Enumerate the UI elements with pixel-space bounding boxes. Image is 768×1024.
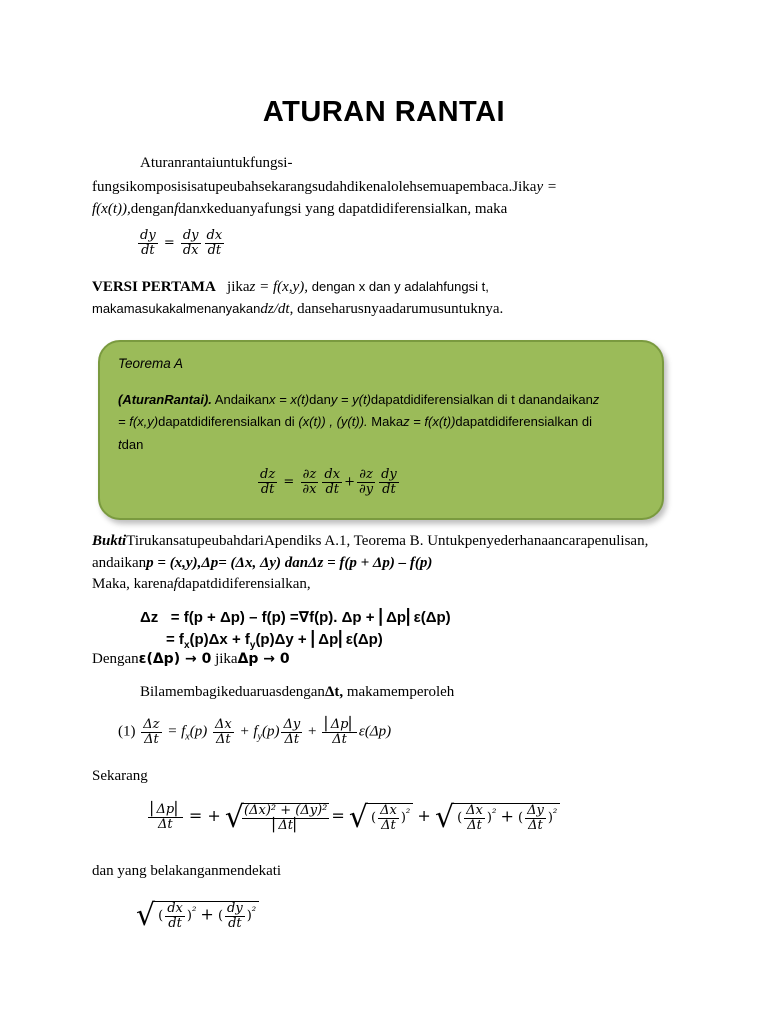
eq1-dt: Δt bbox=[144, 731, 159, 747]
intro-line-1: Aturanrantaiuntukfungsi- bbox=[140, 155, 293, 171]
delta-row2-c: (p)Δy + ⎜Δp⎜ε(Δp) bbox=[255, 631, 383, 648]
eq1-sub-x: x bbox=[185, 731, 190, 743]
theorem-t: t bbox=[118, 437, 122, 452]
eq2-dt: Δt bbox=[158, 817, 173, 832]
delta-row-3 bbox=[92, 651, 290, 668]
eq1-dt-4: Δt bbox=[332, 731, 347, 747]
eq2-dy: Δy bbox=[527, 802, 544, 818]
bagi-text: Bilamembagikeduaruasdengan bbox=[140, 684, 325, 700]
sqrt-icon: √ bbox=[224, 800, 245, 835]
eq1-dt-2: Δt bbox=[216, 731, 231, 747]
page-title: ATURAN RANTAI bbox=[262, 96, 506, 128]
eps-limit: ε(Δp) → 0 bbox=[138, 651, 212, 667]
eq2-dt-3: Δt bbox=[467, 817, 482, 833]
eq3-dx: dx bbox=[167, 900, 183, 916]
versi-rest: , danseharusnyaadarumusuntuknya. bbox=[289, 301, 504, 317]
eq1-label: (1) bbox=[118, 723, 136, 740]
intro-dengan: dengan bbox=[130, 201, 175, 217]
bukti-p: p = (x,y), bbox=[146, 555, 202, 571]
versi-z: z = f(x,y), bbox=[249, 279, 308, 295]
equation-3: √ ( $\frac{dx}{dt}$ )$^{^2}$ + ( $\frac{dy}{dt}$ )$^{^2}$ bbox=[136, 898, 259, 933]
bukti-maka: Maka, karena bbox=[92, 576, 174, 592]
eq2-sq: ² bbox=[405, 806, 411, 820]
theorem-andaikan: Andaikan bbox=[214, 392, 270, 407]
delta-row1-mid: = f(p + Δp) – f(p) = bbox=[170, 609, 299, 626]
dengan-label: Dengan bbox=[92, 651, 139, 667]
bagi-line bbox=[140, 684, 454, 701]
eq2-dt-4: Δt bbox=[528, 817, 543, 833]
eq1-plus: + f bbox=[239, 723, 258, 740]
theorem-z: z bbox=[592, 392, 600, 407]
bukti-line-3 bbox=[92, 576, 311, 593]
delta-z: Δz bbox=[140, 609, 159, 626]
delta-row2-sub-x: x bbox=[183, 640, 190, 651]
sekarang-text: Sekarang bbox=[92, 768, 148, 784]
eq2-eq2: = bbox=[331, 806, 345, 825]
th-dt: dt bbox=[260, 481, 275, 497]
theorem-dan: dan bbox=[309, 392, 331, 407]
versi-maka: makamasukakalmenanyakan bbox=[92, 301, 261, 316]
th-eq: = bbox=[283, 474, 295, 490]
delta-row2-b: (p)Δx + f bbox=[189, 631, 250, 648]
bukti-dapat: dapatdidiferensialkan, bbox=[177, 576, 311, 592]
dp-limit: Δp → 0 bbox=[237, 651, 290, 667]
eq2-sq-3: ² bbox=[552, 806, 558, 820]
eq1-dz: Δz bbox=[143, 717, 160, 732]
theorem-formula bbox=[256, 468, 401, 496]
bukti-line-2 bbox=[92, 555, 432, 572]
intro-fxt: f(x(t)), bbox=[92, 201, 131, 217]
theorem-xt: x = x(t) bbox=[269, 392, 310, 407]
theorem-maka: Maka bbox=[371, 414, 404, 429]
bukti-dz: Δz = f(p + Δp) – f(p) bbox=[308, 555, 433, 571]
eq3-dt: dt bbox=[168, 915, 182, 931]
chain-rule-formula bbox=[136, 229, 226, 257]
eq3-sq-2: ² bbox=[251, 904, 257, 918]
belakang-text: dan yang belakanganmendekati bbox=[92, 863, 282, 879]
intro-line-2 bbox=[92, 179, 557, 196]
th-dz: dz bbox=[260, 467, 276, 482]
eq2-plus-2: + bbox=[500, 806, 514, 826]
th-px: ∂x bbox=[302, 481, 317, 497]
eq1-plus2: + bbox=[307, 723, 317, 740]
versi-label: VERSI PERTAMA bbox=[92, 279, 216, 295]
eq3-dt-2: dt bbox=[228, 915, 242, 931]
theorem-box bbox=[98, 340, 664, 520]
delta-row1-grad: ∇f(p). Δp + ⎜Δp⎜ε(Δp) bbox=[298, 609, 451, 626]
eq1-p2: (p) bbox=[261, 723, 280, 740]
bagi-rest: makamemperoleh bbox=[346, 684, 455, 700]
eq2-dx: Δx bbox=[380, 802, 397, 818]
bukti-label: Bukti bbox=[92, 533, 127, 549]
eq1-eps: ε(Δp) bbox=[358, 723, 392, 740]
bukti-f: f bbox=[173, 576, 178, 592]
th-dt-3: dt bbox=[382, 481, 396, 497]
th-pz: ∂z bbox=[302, 467, 317, 482]
intro-rest: keduanyafungsi yang dapatdidiferensialkan, maka bbox=[206, 201, 508, 217]
frac-dt-den-2: dt bbox=[207, 242, 222, 258]
eq2-eq: = + bbox=[188, 806, 221, 825]
eq1-dy: Δy bbox=[283, 717, 301, 732]
frac-dx-den: dx bbox=[182, 242, 199, 258]
eq3-dy: dy bbox=[227, 900, 243, 916]
bukti-line-1 bbox=[92, 533, 648, 550]
th-dt-2: dt bbox=[325, 481, 340, 497]
frac-dy-num: dy bbox=[140, 228, 156, 243]
delta-row2-sub-y: y bbox=[249, 640, 256, 651]
chain-eq: = bbox=[163, 235, 175, 251]
jika-label: jika bbox=[215, 651, 238, 667]
eq1-dt-3: Δt bbox=[284, 731, 300, 747]
bagi-dt: Δt, bbox=[324, 684, 344, 700]
th-dy: dy bbox=[381, 467, 397, 482]
eq1-sub-y: y bbox=[257, 731, 262, 743]
intro-x: x bbox=[199, 201, 207, 217]
eq2-abs: ⎜Δp⎜ bbox=[150, 802, 181, 818]
versi-line-2 bbox=[92, 301, 503, 318]
eq3-sq: ² bbox=[191, 904, 197, 918]
sqrt-icon-2: √ bbox=[348, 800, 369, 835]
versi-dengan: dengan x dan y adalahfungsi t, bbox=[311, 279, 489, 294]
theorem-heading: Teorema A bbox=[118, 356, 184, 371]
theorem-line-1 bbox=[118, 392, 599, 407]
eq2-num: (Δx)² + (Δy)² bbox=[244, 802, 328, 818]
bukti-apendiks: Apendiks A.1, Teorema B. Untukpenyederhanaancarapenulisan, bbox=[263, 533, 649, 549]
theorem-dapat: dapatdidiferensialkan di t danandaikan bbox=[370, 392, 593, 407]
theorem-xtyt: (x(t)) , (y(t)). bbox=[298, 414, 368, 429]
th-dx: dx bbox=[324, 467, 341, 482]
eq2-plus: + bbox=[417, 806, 431, 825]
bukti-dp: Δp= (Δx, Δy) dan bbox=[201, 555, 309, 571]
theorem-zfxt: z = f(x(t)) bbox=[403, 414, 456, 429]
frac-dy-num-2: dy bbox=[182, 228, 199, 243]
equation-1 bbox=[118, 718, 391, 746]
sqrt-icon-4: √ bbox=[136, 898, 156, 933]
eq1-abs: ⎜Δp⎜ bbox=[324, 717, 355, 732]
th-py: ∂y bbox=[358, 481, 374, 497]
intro-line-3 bbox=[92, 201, 507, 218]
eq1-eq: = f bbox=[167, 723, 186, 740]
delta-row2-a: = f bbox=[166, 631, 184, 648]
eq3-plus: + bbox=[200, 904, 214, 924]
eq2-sq-2: ² bbox=[491, 806, 497, 820]
theorem-yt: y = y(t) bbox=[330, 392, 371, 407]
eq1-p: (p) bbox=[189, 723, 208, 740]
equation-2: $\frac{⎜\Delta p⎜}{\Delta t}$ = + √ $\frac{\text{(Δx)² + (Δy)²}}{⎜\Delta t⎜}$ = √ ( $\frac{\Delta x}{\Delta t}$ )$^{^2}$ + √ ( $\frac{\Delta x}{\Delta t}$ )$^{^2}$ + ( $\frac{\Delta y}{\Delta t}$ )$^{^2}$ bbox=[146, 800, 560, 835]
frac-dt-den: dt bbox=[141, 242, 155, 258]
eq2-dt-2: Δt bbox=[381, 817, 396, 833]
intro-f: f bbox=[174, 201, 179, 217]
theorem-dan-2: dan bbox=[121, 437, 144, 452]
theorem-rule-name: (AturanRantai). bbox=[118, 392, 212, 407]
bukti-tirukan: Tirukansatupeubahdari bbox=[126, 533, 264, 549]
delta-row-2 bbox=[166, 630, 383, 651]
sqrt-icon-3: √ bbox=[434, 800, 455, 835]
eq2-den: ⎜Δt⎜ bbox=[271, 817, 300, 833]
theorem-line-2 bbox=[118, 414, 592, 429]
theorem-fxy: = f(x,y) bbox=[118, 414, 159, 429]
frac-dx-num: dx bbox=[206, 228, 223, 243]
bukti-andaikan: andaikan bbox=[92, 555, 147, 571]
intro-dan: dan bbox=[178, 201, 200, 217]
delta-row-1 bbox=[140, 608, 451, 626]
versi-jika: jika bbox=[227, 279, 250, 295]
eq1-dx: Δx bbox=[215, 717, 232, 732]
versi-line-1 bbox=[92, 279, 489, 296]
intro-line-2-text: fungsikomposisisatupeubahsekarangsudahdikenalolehsemuapembaca.Jika bbox=[92, 179, 537, 195]
theorem-line-3 bbox=[118, 437, 143, 452]
versi-dzdt: dz/dt bbox=[260, 301, 290, 317]
theorem-dapat-2: dapatdidiferensialkan di bbox=[158, 414, 295, 429]
intro-line-2-var: y = bbox=[536, 179, 557, 195]
eq2-dx-2: Δx bbox=[466, 802, 483, 818]
th-pz-2: ∂z bbox=[359, 467, 373, 482]
th-plus: + bbox=[344, 474, 355, 490]
theorem-dapat-3: dapatdidiferensialkan di bbox=[455, 414, 593, 429]
